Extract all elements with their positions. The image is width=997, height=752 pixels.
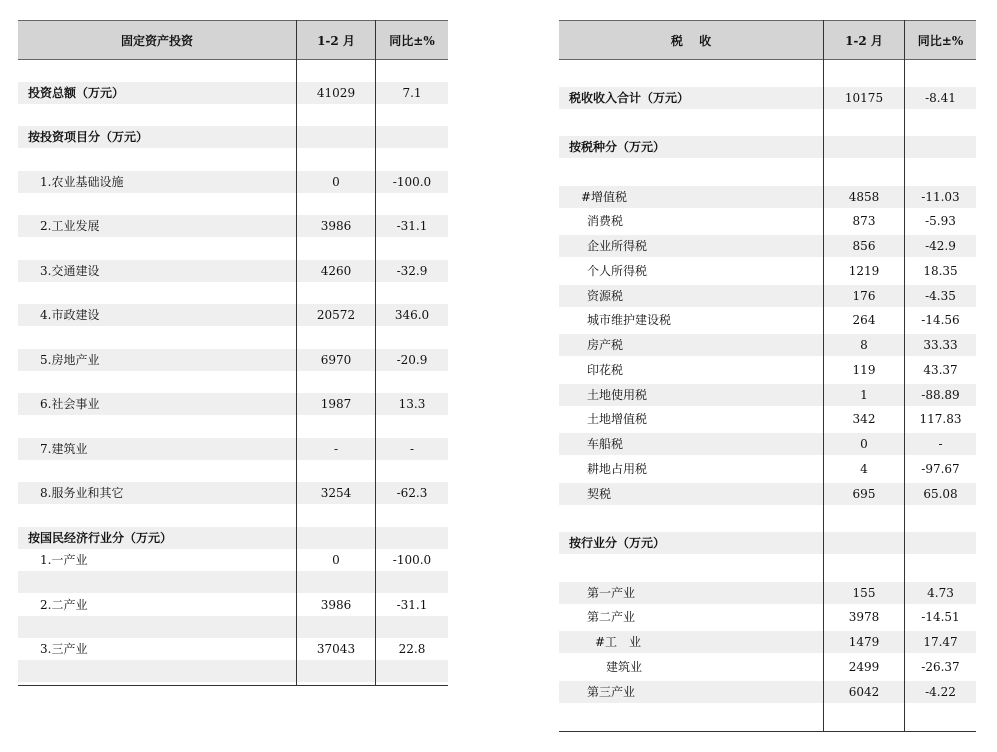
row-label: 6.社会事业 [40, 397, 100, 411]
row-yoy: -100.0 [392, 175, 432, 189]
row-value: 119 [852, 363, 876, 377]
row-value: 3986 [320, 219, 352, 233]
row-value: 4 [860, 462, 868, 476]
row-value: 0 [332, 175, 340, 189]
row-value: 3978 [848, 610, 880, 624]
table-row [559, 136, 976, 158]
row-label: 按行业分（万元） [569, 536, 666, 550]
header-yoy: 同比±% [389, 34, 435, 48]
row-label: 7.建筑业 [40, 442, 88, 456]
header-period: 1-2 月 [317, 34, 355, 48]
table-row [559, 532, 976, 554]
row-value: 10175 [844, 91, 884, 105]
header-period: 1-2 月 [845, 34, 883, 48]
row-label: 2.工业发展 [40, 219, 100, 233]
row-label: 税收收入合计（万元） [569, 91, 690, 105]
table-row [559, 87, 976, 109]
row-label: 消费税 [587, 214, 624, 228]
fixed-asset-investment-table [18, 20, 448, 686]
table-row [559, 582, 976, 604]
table-row [559, 334, 976, 356]
table-row [559, 186, 976, 208]
row-value: 2499 [848, 660, 880, 674]
row-yoy: 17.47 [923, 635, 958, 649]
table-row [18, 638, 448, 660]
table-row [18, 527, 448, 549]
row-label: #增值税 [581, 190, 628, 204]
column-divider [904, 20, 905, 732]
table-row [18, 349, 448, 371]
row-value: 176 [852, 289, 876, 303]
row-label: 第一产业 [587, 586, 636, 600]
table-row [559, 309, 976, 331]
row-yoy: 22.8 [398, 642, 426, 656]
table-row [559, 483, 976, 505]
row-yoy: -88.89 [921, 388, 960, 402]
row-yoy: -4.35 [925, 289, 956, 303]
row-label: 2.二产业 [40, 598, 88, 612]
header-category: 税 收 [670, 34, 712, 48]
row-label: 4.市政建设 [40, 308, 100, 322]
row-yoy: -14.56 [921, 313, 960, 327]
table-header [18, 20, 448, 60]
row-value: 856 [852, 239, 876, 253]
row-yoy: -62.3 [396, 486, 428, 500]
table-row [18, 126, 448, 148]
table-header [559, 20, 976, 60]
row-value: - [333, 442, 339, 456]
row-label: 契税 [587, 487, 612, 501]
row-yoy: 7.1 [402, 86, 422, 100]
row-label: 投资总额（万元） [28, 86, 125, 100]
row-value: 20572 [316, 308, 356, 322]
row-value: 8 [860, 338, 868, 352]
row-label: 建筑业 [606, 660, 643, 674]
row-label: 1.农业基础设施 [40, 175, 124, 189]
row-label: 按国民经济行业分（万元） [28, 531, 173, 545]
table-row [559, 458, 976, 480]
row-label: 城市维护建设税 [587, 313, 672, 327]
row-label: 土地增值税 [587, 412, 648, 426]
table-bottom-rule [559, 731, 976, 732]
row-yoy: 33.33 [923, 338, 958, 352]
row-value: 37043 [316, 642, 356, 656]
row-label: 土地使用税 [587, 388, 648, 402]
row-label: 第三产业 [587, 685, 636, 699]
row-label: 按税种分（万元） [569, 140, 666, 154]
tax-revenue-table [559, 20, 976, 732]
row-yoy: -31.1 [396, 598, 428, 612]
table-row [559, 656, 976, 678]
table-row [559, 433, 976, 455]
row-stripe [18, 616, 448, 638]
row-yoy: -4.22 [925, 685, 956, 699]
row-yoy: 4.73 [927, 586, 954, 600]
table-row [18, 304, 448, 326]
row-label: 企业所得税 [587, 239, 648, 253]
row-value: 695 [852, 487, 876, 501]
table-row [559, 408, 976, 430]
row-yoy: 43.37 [923, 363, 958, 377]
row-yoy: -100.0 [392, 553, 432, 567]
table-row [18, 215, 448, 237]
row-yoy: - [409, 442, 415, 456]
table-row [18, 260, 448, 282]
row-yoy: 346.0 [394, 308, 430, 322]
row-label: 3.交通建设 [40, 264, 100, 278]
row-value: 342 [852, 412, 876, 426]
row-label: 房产税 [587, 338, 624, 352]
row-label: 3.三产业 [40, 642, 88, 656]
row-yoy: 13.3 [398, 397, 426, 411]
column-divider [296, 20, 297, 686]
row-yoy: -20.9 [396, 353, 428, 367]
column-divider [375, 20, 376, 686]
table-row [18, 549, 448, 571]
row-value: 6970 [320, 353, 352, 367]
row-yoy: -26.37 [921, 660, 960, 674]
row-yoy: -42.9 [925, 239, 956, 253]
row-value: 3254 [320, 486, 352, 500]
table-row [559, 384, 976, 406]
row-value: 3986 [320, 598, 352, 612]
table-row [559, 210, 976, 232]
row-value: 264 [852, 313, 876, 327]
row-yoy: 117.83 [919, 412, 962, 426]
header-yoy: 同比±% [917, 34, 964, 48]
table-row [18, 171, 448, 193]
table-row [559, 235, 976, 257]
row-label: 印花税 [587, 363, 624, 377]
row-value: 1479 [848, 635, 880, 649]
row-yoy: -8.41 [925, 91, 956, 105]
row-value: 155 [852, 586, 876, 600]
row-value: 1987 [320, 397, 352, 411]
row-stripe [18, 660, 448, 682]
row-label: 耕地占用税 [587, 462, 648, 476]
row-label: 8.服务业和其它 [40, 486, 124, 500]
row-stripe [18, 571, 448, 593]
table-row [559, 631, 976, 653]
column-divider [823, 20, 824, 732]
row-label: 车船税 [587, 437, 624, 451]
table-row [18, 482, 448, 504]
table-row [18, 393, 448, 415]
table-row [18, 82, 448, 104]
row-yoy: -31.1 [396, 219, 428, 233]
table-row [559, 681, 976, 703]
row-yoy: 18.35 [923, 264, 958, 278]
table-row [559, 606, 976, 628]
table-row [559, 285, 976, 307]
row-value: 4858 [848, 190, 880, 204]
table-row [18, 594, 448, 616]
row-value: 0 [860, 437, 868, 451]
row-value: 873 [852, 214, 876, 228]
row-value: 1 [860, 388, 868, 402]
row-value: 4260 [320, 264, 352, 278]
row-value: 0 [332, 553, 340, 567]
row-yoy: -14.51 [921, 610, 960, 624]
table-bottom-rule [18, 685, 448, 686]
row-label: 按投资项目分（万元） [28, 130, 149, 144]
row-yoy: - [938, 437, 943, 451]
header-category: 固定资产投资 [120, 34, 193, 48]
row-yoy: -11.03 [921, 190, 960, 204]
row-value: 6042 [848, 685, 880, 699]
row-yoy: -5.93 [925, 214, 956, 228]
row-value: 1219 [848, 264, 880, 278]
row-label: 第二产业 [587, 610, 636, 624]
row-label: #工 业 [595, 635, 642, 649]
row-yoy: -32.9 [396, 264, 428, 278]
row-label: 资源税 [587, 289, 624, 303]
row-yoy: -97.67 [921, 462, 960, 476]
row-yoy: 65.08 [923, 487, 958, 501]
row-label: 5.房地产业 [40, 353, 100, 367]
table-row [559, 260, 976, 282]
row-value: 41029 [316, 86, 356, 100]
table-row [18, 438, 448, 460]
row-label: 个人所得税 [587, 264, 648, 278]
row-label: 1.一产业 [40, 553, 88, 567]
table-row [559, 359, 976, 381]
